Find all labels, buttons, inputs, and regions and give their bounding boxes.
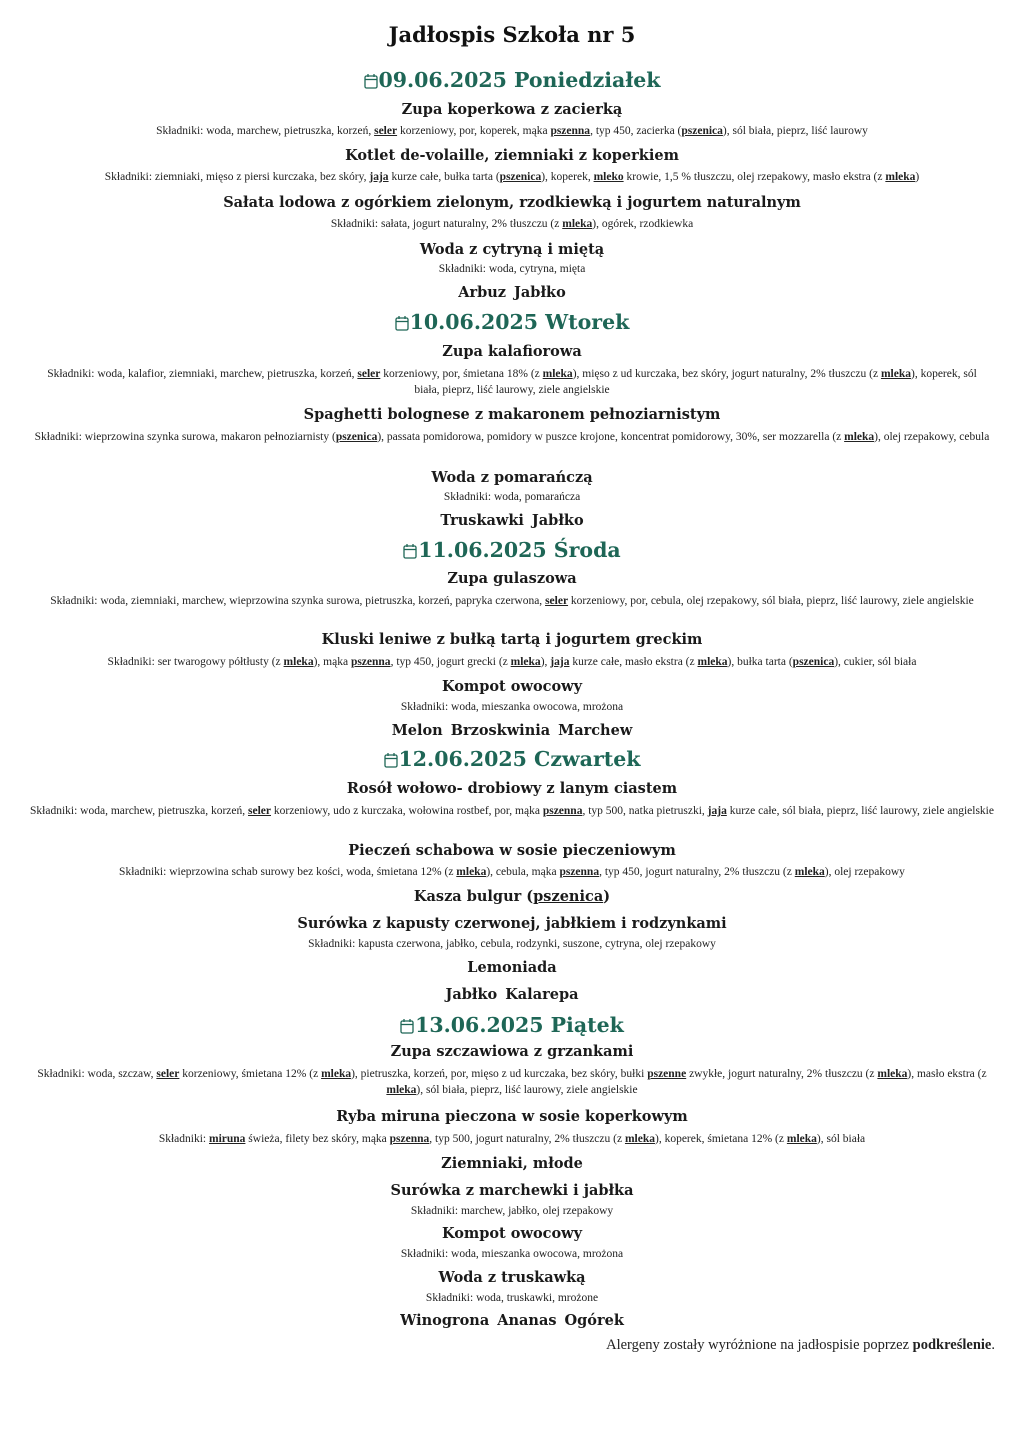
dish-name: Kasza bulgur (pszenica) — [413, 888, 611, 905]
allergen: seler — [156, 1068, 180, 1080]
fruit-item: Jabłko — [531, 512, 584, 529]
allergen: mleka — [510, 656, 541, 668]
allergen: jaja — [550, 656, 570, 668]
allergen: pszenica — [499, 171, 542, 183]
allergen: seler — [357, 368, 381, 380]
dish-ingredients: Składniki: woda, marchew, pietruszka, korzeń, seler korzeniowy, udo z kurczaka, wołowina rostbef, por, mąka pszenna, typ 500, natka pietruszki, jaja kurze całe, sól biała, pieprz, liść laurowy, ziele angielskie — [30, 805, 994, 817]
dish-name: Zupa szczawiowa z grzankami — [390, 1043, 634, 1060]
day-heading — [30, 537, 994, 563]
allergen: mleka — [624, 1133, 655, 1145]
dish-ingredients: Składniki: miruna świeża, filety bez skóry, mąka pszenna, typ 500, jogurt naturalny, 2% tłuszczu (z mleka), koperek, śmietana 12% (z mleka), sól biała — [158, 1133, 866, 1145]
allergen: seler — [374, 125, 398, 137]
allergen: pszenica — [792, 656, 835, 668]
fruit-item: Ananas — [497, 1312, 557, 1329]
allergen: mleka — [786, 1133, 817, 1145]
dish-name: Zupa gulaszowa — [447, 570, 577, 587]
dish-ingredients: Składniki: marchew, jabłko, olej rzepakowy — [410, 1205, 614, 1217]
allergen: jaja — [707, 805, 727, 817]
fruit-item: Ogórek — [564, 1312, 624, 1329]
allergen: mleka — [562, 218, 593, 230]
allergen: pszenna — [550, 125, 591, 137]
fruit-item: Melon — [391, 722, 443, 739]
dish-name: Pieczeń schabowa w sosie pieczeniowym — [348, 842, 676, 859]
dish-name: Kompot owocowy — [441, 678, 583, 695]
dish-name: Spaghetti bolognese z makaronem pełnoziarnistym — [303, 406, 721, 423]
allergen: pszenna — [559, 866, 600, 878]
fruit-item: Winogrona — [400, 1312, 490, 1329]
allergen: mleka — [283, 656, 314, 668]
day-heading-text: 12.06.2025 Czwartek — [398, 747, 641, 771]
day-heading — [30, 1012, 994, 1038]
allergen: seler — [545, 595, 569, 607]
dish-ingredients: Składniki: woda, marchew, pietruszka, korzeń, seler korzeniowy, por, koperek, mąka pszenna, typ 450, zacierka (pszenica), sól biała, pieprz, liść laurowy — [156, 125, 868, 137]
dish-name: Woda z truskawką — [438, 1269, 586, 1286]
dish-name: Ziemniaki, młode — [441, 1155, 583, 1172]
dish-name: Rosół wołowo- drobiowy z lanym ciastem — [346, 780, 678, 797]
dish-name: Kluski leniwe z bułką tartą i jogurtem greckim — [321, 631, 703, 648]
fruit-list — [30, 721, 994, 741]
allergen: miruna — [209, 1133, 246, 1145]
fruit-item: Arbuz — [458, 284, 507, 301]
day-heading-text: 13.06.2025 Piątek — [415, 1013, 624, 1037]
day-heading-text: 11.06.2025 Środa — [418, 538, 621, 562]
dish-name: Woda z pomarańczą — [431, 469, 593, 486]
allergen: mleka — [794, 866, 825, 878]
allergen: mleka — [844, 431, 875, 443]
calendar-icon — [395, 315, 409, 331]
allergen: mleka — [877, 1068, 908, 1080]
dish-ingredients: Składniki: wieprzowina schab surowy bez kości, woda, śmietana 12% (z mleka), cebula, mąka pszenna, typ 450, jogurt naturalny, 2% tłuszczu (z mleka), olej rzepakowy — [119, 866, 905, 878]
dish-name: Ryba miruna pieczona w sosie koperkowym — [336, 1108, 688, 1125]
dish-ingredients: Składniki: woda, mieszanka owocowa, mrożona — [400, 701, 624, 713]
dish-ingredients: Składniki: wieprzowina szynka surowa, makaron pełnoziarnisty (pszenica), passata pomidorowa, pomidory w puszce krojone, koncentrat pomidorowy, 30%, ser mozzarella (z mleka), olej rzepakowy, cebula — [34, 431, 990, 443]
page-title: Jadłospis Szkoła nr 5 — [388, 22, 636, 47]
dish-name: Lemoniada — [467, 959, 557, 976]
calendar-icon — [364, 73, 378, 89]
allergen-note-end: . — [991, 1337, 995, 1353]
day-heading-text: 09.06.2025 Poniedziałek — [378, 68, 661, 92]
dish-ingredients: Składniki: sałata, jogurt naturalny, 2% tłuszczu (z mleka), ogórek, rzodkiewka — [330, 218, 694, 230]
allergen: pszenna — [542, 805, 583, 817]
allergen: pszenna — [389, 1133, 430, 1145]
dish-ingredients: Składniki: woda, pomarańcza — [443, 491, 581, 503]
allergen: pszenica — [681, 125, 723, 137]
allergen: mleka — [880, 368, 911, 380]
dish-name: Kompot owocowy — [441, 1225, 583, 1242]
dish-ingredients: Składniki: woda, truskawki, mrożone — [425, 1292, 599, 1304]
allergen: jaja — [369, 171, 389, 183]
fruit-list — [30, 985, 994, 1005]
dish-name: Woda z cytryną i miętą — [419, 241, 605, 258]
day-heading-text: 10.06.2025 Wtorek — [409, 310, 630, 334]
calendar-icon — [400, 1018, 414, 1034]
allergen-note-text: Alergeny zostały wyróżnione na jadłospisie poprzez — [606, 1337, 910, 1353]
dish-name: Surówka z marchewki i jabłka — [390, 1182, 634, 1199]
allergen: mleka — [697, 656, 728, 668]
fruit-item: Brzoskwinia — [450, 722, 551, 739]
allergen: mleka — [386, 1083, 417, 1096]
dish-ingredients: Składniki: woda, cytryna, mięta — [438, 263, 586, 275]
dish-name: Kotlet de-volaille, ziemniaki z koperkiem — [345, 147, 679, 164]
dish-ingredients: Składniki: woda, ziemniaki, marchew, wieprzowina szynka surowa, pietruszka, korzeń, papryka czerwona, seler korzeniowy, por, cebula, olej rzepakowy, sól biała, pieprz, liść laurowy, ziele angielskie — [50, 595, 974, 607]
dish-ingredients: Składniki: woda, szczaw, seler korzeniowy, śmietana 12% (z mleka), pietruszka, korzeń, por, mięso z ud kurczaka, bez skóry, bułki pszenne zwykłe, jogurt naturalny, 2% tłuszczu (z mleka), masło ekstra (z mleka), sól biała, pieprz, liść laurowy, ziele angielskie — [37, 1068, 987, 1096]
dish-name: Zupa koperkowa z zacierką — [401, 101, 623, 118]
allergen: mleka — [885, 171, 916, 183]
fruit-list — [30, 283, 994, 303]
allergen: mleka — [542, 368, 573, 380]
fruit-item: Truskawki — [440, 512, 524, 529]
dish-ingredients: Składniki: kapusta czerwona, jabłko, cebula, rodzynki, suszone, cytryna, olej rzepakowy — [308, 938, 716, 950]
dish-ingredients: Składniki: ziemniaki, mięso z piersi kurczaka, bez skóry, jaja kurze całe, bułka tarta (pszenica), koperek, mleko krowie, 1,5 % tłuszczu, olej rzepakowy, masło ekstra (z mleka) — [104, 171, 920, 183]
allergen: pszenna — [350, 656, 391, 668]
allergen: seler — [248, 805, 271, 817]
day-heading — [30, 746, 994, 772]
allergen-note-emphasis: podkreślenie — [912, 1337, 992, 1353]
fruit-item: Kalarepa — [505, 986, 579, 1003]
dish-name: Zupa kalafiorowa — [442, 343, 582, 360]
allergen: pszenica — [533, 888, 604, 905]
fruit-item: Marchew — [558, 722, 633, 739]
allergen: mleka — [456, 866, 487, 878]
fruit-list — [30, 511, 994, 531]
calendar-icon — [403, 543, 417, 559]
day-heading — [30, 309, 994, 335]
dish-name: Sałata lodowa z ogórkiem zielonym, rzodkiewką i jogurtem naturalnym — [223, 194, 801, 211]
dish-ingredients: Składniki: woda, kalafior, ziemniaki, marchew, pietruszka, korzeń, seler korzeniowy, por, śmietana 18% (z mleka), mięso z ud kurczaka, bez skóry, jogurt naturalny, 2% tłuszczu (z mleka), koperek, sól biała, pieprz, liść laurowy, ziele angielskie — [47, 368, 977, 396]
allergen: mleka — [321, 1068, 352, 1080]
allergen: pszenne — [647, 1068, 687, 1080]
day-heading — [30, 67, 994, 93]
allergen-note — [606, 1337, 995, 1354]
calendar-icon — [384, 752, 398, 768]
dish-ingredients: Składniki: woda, mieszanka owocowa, mrożona — [400, 1248, 624, 1260]
dish-name: Surówka z kapusty czerwonej, jabłkiem i rodzynkami — [297, 915, 727, 932]
allergen: mleko — [593, 171, 624, 183]
fruit-item: Jabłko — [514, 284, 566, 301]
dish-ingredients: Składniki: ser twarogowy półtłusty (z mleka), mąka pszenna, typ 450, jogurt grecki (z mleka), jaja kurze całe, masło ekstra (z mleka), bułka tarta (pszenica), cukier, sól biała — [107, 656, 917, 668]
allergen: pszenica — [335, 431, 378, 443]
fruit-item: Jabłko — [445, 986, 498, 1003]
fruit-list — [30, 1311, 994, 1331]
